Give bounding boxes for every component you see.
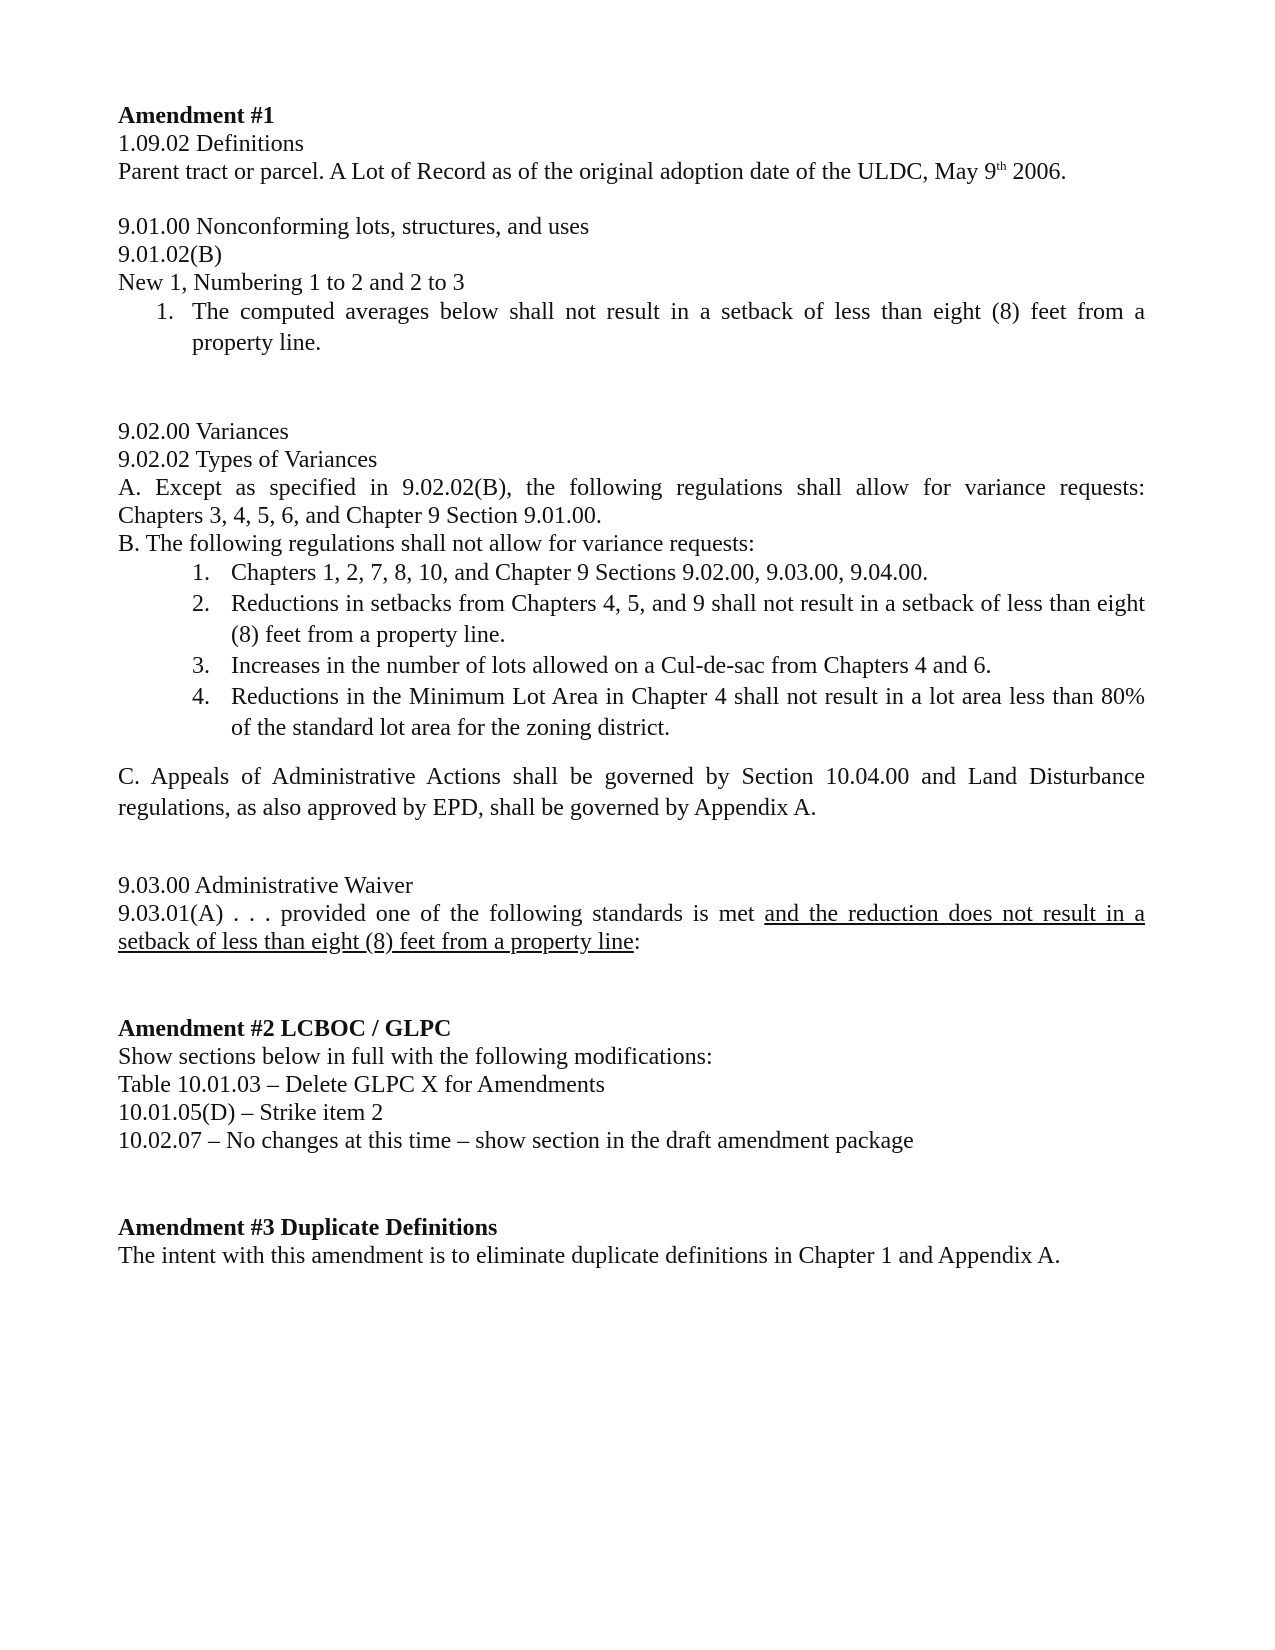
item-a-line-2: Chapters 3, 4, 5, 6, and Chapter 9 Section 9.01.00.: [118, 503, 602, 529]
waiver-title: 9.03.00 Administrative Waiver: [118, 873, 413, 899]
list-item: [118, 589, 1145, 651]
amendment-3-heading: Amendment #3 Duplicate Definitions: [118, 1215, 498, 1241]
list-text: Increases in the number of lots allowed on a Cul-de-sac from Chapters 4 and 6.: [231, 653, 992, 679]
waiver-text: [118, 900, 1145, 956]
list-number: 2.: [192, 591, 210, 617]
amendment-2-line: 10.01.05(D) – Strike item 2: [118, 1100, 384, 1126]
list-item: [118, 682, 1145, 744]
amendment-2-intro: Show sections below in full with the following modifications:: [118, 1044, 713, 1070]
list-number: 4.: [192, 684, 210, 710]
list-text: Chapters 1, 2, 7, 8, 10, and Chapter 9 Sections 9.02.00, 9.03.00, 9.04.00.: [231, 560, 929, 586]
item-b: B. The following regulations shall not allow for variance requests:: [118, 531, 755, 557]
nonconforming-title: 9.01.00 Nonconforming lots, structures, and uses: [118, 214, 590, 240]
list-text: Reductions in the Minimum Lot Area in Chapter 4 shall not result in a lot area less than 80% of the standard lot area for the zoning district.: [231, 684, 1145, 741]
definitions-section: 1.09.02 Definitions: [118, 131, 304, 157]
list-number: 1.: [192, 560, 210, 586]
amendment-3-text: The intent with this amendment is to eliminate duplicate definitions in Chapter 1 and Appendix A.: [118, 1243, 1061, 1269]
list-text: The computed averages below shall not result in a setback of less than eight (8) feet from a property line.: [192, 299, 1145, 356]
parent-tract-year: 2006.: [1006, 159, 1067, 185]
renumber-note: New 1, Numbering 1 to 2 and 2 to 3: [118, 270, 465, 296]
list-text: Reductions in setbacks from Chapters 4, 5, and 9 shall not result in a setback of less than eight (8) feet from a property line.: [231, 591, 1145, 648]
list-item: [118, 558, 1145, 589]
amendment-2-line: 10.02.07 – No changes at this time – show section in the draft amendment package: [118, 1128, 914, 1154]
item-c: C. Appeals of Administrative Actions shall be governed by Section 10.04.00 and Land Disturbance regulations, as also approved by EPD, shall be governed by Appendix A.: [118, 764, 1145, 821]
new-list-item: [118, 297, 1145, 359]
parent-tract-definition: [118, 158, 1145, 186]
list-number: 3.: [192, 653, 210, 679]
amendment-2-heading: Amendment #2 LCBOC / GLPC: [118, 1016, 452, 1042]
variances-types: 9.02.02 Types of Variances: [118, 447, 378, 473]
document-page: [118, 102, 1145, 1270]
amendment-1-heading: Amendment #1: [118, 103, 275, 129]
nonconforming-subsection: 9.01.02(B): [118, 242, 222, 268]
amendment-2-line: Table 10.01.03 – Delete GLPC X for Amendments: [118, 1072, 605, 1098]
waiver-text-plain: 9.03.01(A) . . . provided one of the following standards is met: [118, 901, 765, 927]
item-a-line-1: A. Except as specified in 9.02.02(B), the following regulations shall allow for variance requests:: [118, 475, 1145, 501]
ordinal-suffix: th: [996, 158, 1007, 173]
list-number: 1.: [156, 299, 174, 325]
variances-title: 9.02.00 Variances: [118, 419, 289, 445]
parent-tract-text: Parent tract or parcel. A Lot of Record as of the original adoption date of the ULDC, May 9: [118, 159, 997, 185]
waiver-text-end: :: [633, 929, 641, 955]
waiver-text-underlined: and the reduction does not result in a setback of less than eight (8) feet from a property line: [118, 901, 1146, 955]
list-item: [118, 651, 1145, 682]
